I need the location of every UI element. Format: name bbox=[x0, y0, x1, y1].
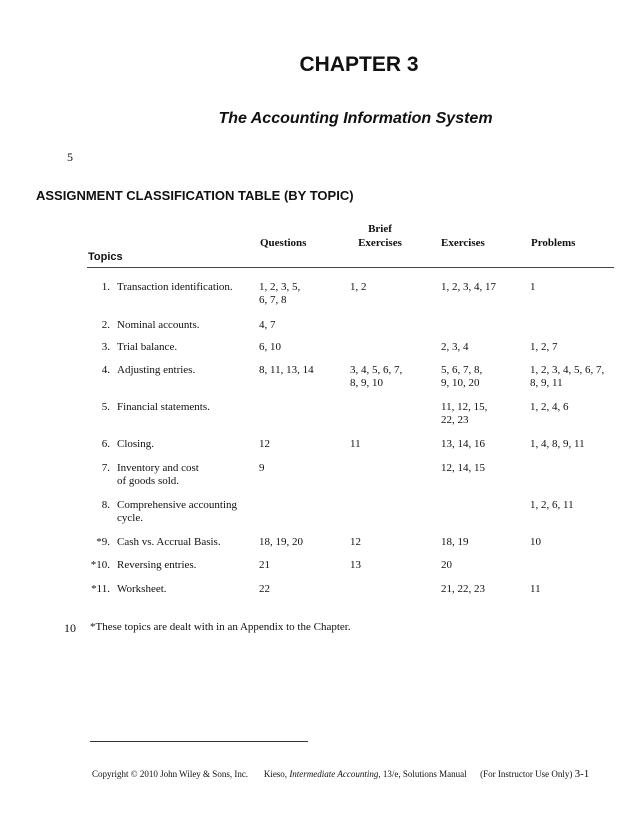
exercises-cell bbox=[441, 583, 526, 596]
topic-number: 2. bbox=[101, 319, 110, 331]
header-brief: Brief bbox=[368, 223, 392, 235]
questions-value: 12 bbox=[259, 438, 270, 450]
topic-number: 3. bbox=[101, 341, 110, 353]
questions-value: 4, 7 bbox=[259, 319, 276, 331]
exercises-value: 11, 12, 15, bbox=[441, 401, 488, 413]
questions-value: 1, 2, 3, 5, bbox=[259, 281, 301, 293]
topic-name bbox=[117, 462, 252, 488]
questions-value: 9 bbox=[259, 462, 265, 474]
problems-value: 1 bbox=[530, 281, 536, 293]
header-topics: Topics bbox=[88, 251, 123, 263]
page-number: 3-1 bbox=[574, 768, 590, 780]
problems-cell bbox=[530, 401, 625, 414]
exercises-value: 20 bbox=[441, 559, 452, 571]
questions-cell bbox=[259, 364, 344, 377]
problems-cell bbox=[530, 281, 625, 294]
problems-cell bbox=[530, 583, 625, 596]
topic-name-line: Worksheet. bbox=[117, 583, 167, 595]
exercises-value: 5, 6, 7, 8, bbox=[441, 364, 483, 376]
footer-rule bbox=[90, 741, 308, 742]
exercises-value: 13, 14, 16 bbox=[441, 438, 485, 450]
exercises-cell bbox=[441, 536, 526, 549]
exercises-value: 9, 10, 20 bbox=[441, 377, 480, 389]
topic-name-line: Nominal accounts. bbox=[117, 319, 200, 331]
problems-cell bbox=[530, 341, 625, 354]
topic-number: 4. bbox=[101, 364, 110, 376]
header-exercises: Exercises bbox=[441, 237, 485, 249]
topic-number: 7. bbox=[101, 462, 110, 474]
exercises-cell bbox=[441, 438, 526, 451]
exercises-cell bbox=[441, 462, 526, 475]
questions-cell bbox=[259, 319, 344, 332]
brief-exercises-cell bbox=[350, 438, 435, 451]
topic-name bbox=[117, 341, 252, 354]
questions-cell bbox=[259, 536, 344, 549]
questions-value: 6, 10 bbox=[259, 341, 281, 353]
topic-number: 5. bbox=[101, 401, 110, 413]
problems-cell bbox=[530, 536, 625, 549]
problems-cell bbox=[530, 499, 625, 512]
topic-number: *11. bbox=[91, 583, 110, 595]
topic-name bbox=[117, 499, 252, 525]
footnote: *These topics are dealt with in an Appendix to the Chapter. bbox=[90, 621, 351, 633]
questions-value: 8, 11, 13, 14 bbox=[259, 364, 314, 376]
topic-number: 6. bbox=[101, 438, 110, 450]
topic-name bbox=[117, 559, 252, 572]
exercises-cell bbox=[441, 559, 526, 572]
brief-exercises-value: 8, 9, 10 bbox=[350, 377, 383, 389]
line-number-top: 5 bbox=[67, 150, 73, 164]
problems-value: 1, 2, 4, 6 bbox=[530, 401, 569, 413]
footer-copyright: Copyright © 2010 John Wiley & Sons, Inc. bbox=[92, 769, 249, 779]
topic-name-line: Transaction identification. bbox=[117, 281, 233, 293]
header-brief-exercises: Exercises bbox=[358, 237, 402, 249]
questions-cell bbox=[259, 281, 344, 307]
questions-cell bbox=[259, 438, 344, 451]
problems-value: 1, 2, 6, 11 bbox=[530, 499, 574, 511]
problems-value: 1, 2, 3, 4, 5, 6, 7, bbox=[530, 364, 605, 376]
topic-number: 8. bbox=[101, 499, 110, 511]
topic-name-line: Adjusting entries. bbox=[117, 364, 196, 376]
problems-cell bbox=[530, 364, 625, 390]
exercises-cell bbox=[441, 281, 526, 294]
exercises-value: 12, 14, 15 bbox=[441, 462, 485, 474]
topic-name-line: Financial statements. bbox=[117, 401, 210, 413]
brief-exercises-value: 3, 4, 5, 6, 7, bbox=[350, 364, 403, 376]
topic-name-line: Trial balance. bbox=[117, 341, 178, 353]
brief-exercises-value: 12 bbox=[350, 536, 361, 548]
chapter-subtitle: The Accounting Information System bbox=[218, 110, 493, 127]
footer-book-prefix: Kieso, bbox=[263, 769, 290, 779]
header-questions: Questions bbox=[260, 237, 307, 249]
topic-name-line: Reversing entries. bbox=[117, 559, 197, 571]
topic-name-line: Inventory and cost bbox=[117, 462, 199, 474]
footer-usage: (For Instructor Use Only) bbox=[480, 769, 573, 779]
problems-value: 10 bbox=[530, 536, 541, 548]
topic-name bbox=[117, 364, 252, 377]
chapter-heading: CHAPTER 3 bbox=[299, 53, 419, 76]
topic-name-line: Comprehensive accounting bbox=[117, 499, 238, 511]
header-rule bbox=[87, 267, 614, 268]
exercises-value: 22, 23 bbox=[441, 414, 469, 426]
footer-book-title: Intermediate Accounting bbox=[289, 769, 379, 779]
topic-name-line: Closing. bbox=[117, 438, 154, 450]
exercises-cell bbox=[441, 364, 526, 390]
questions-cell bbox=[259, 583, 344, 596]
problems-value: 1, 4, 8, 9, 11 bbox=[530, 438, 585, 450]
exercises-cell bbox=[441, 341, 526, 354]
brief-exercises-value: 1, 2 bbox=[350, 281, 367, 293]
questions-value: 18, 19, 20 bbox=[259, 536, 303, 548]
topic-name bbox=[117, 536, 252, 549]
questions-cell bbox=[259, 341, 344, 354]
questions-value: 21 bbox=[259, 559, 270, 571]
brief-exercises-value: 13 bbox=[350, 559, 361, 571]
topic-name bbox=[117, 583, 252, 596]
page-footer bbox=[92, 768, 632, 780]
line-number-bottom: 10 bbox=[64, 621, 76, 635]
problems-cell bbox=[530, 438, 625, 451]
brief-exercises-cell bbox=[350, 559, 435, 572]
questions-value: 22 bbox=[259, 583, 270, 595]
header-problems: Problems bbox=[531, 237, 576, 249]
topic-name-line: cycle. bbox=[117, 512, 143, 524]
brief-exercises-cell bbox=[350, 364, 435, 390]
topic-name bbox=[117, 401, 252, 414]
exercises-value: 2, 3, 4 bbox=[441, 341, 469, 353]
topic-name bbox=[117, 438, 252, 451]
footer-book-suffix: , 13/e, Solutions Manual bbox=[378, 769, 467, 779]
brief-exercises-cell bbox=[350, 281, 435, 294]
topic-name-line: of goods sold. bbox=[117, 475, 180, 487]
topic-name bbox=[117, 281, 252, 294]
questions-cell bbox=[259, 462, 344, 475]
topic-name-line: Cash vs. Accrual Basis. bbox=[117, 536, 221, 548]
exercises-value: 18, 19 bbox=[441, 536, 469, 548]
brief-exercises-value: 11 bbox=[350, 438, 361, 450]
topic-number: *9. bbox=[96, 536, 110, 548]
topic-number: *10. bbox=[90, 559, 110, 571]
problems-value: 8, 9, 11 bbox=[530, 377, 563, 389]
exercises-cell bbox=[441, 401, 526, 427]
problems-value: 1, 2, 7 bbox=[530, 341, 558, 353]
topic-name bbox=[117, 319, 252, 332]
topic-number: 1. bbox=[101, 281, 110, 293]
questions-value: 6, 7, 8 bbox=[259, 294, 287, 306]
brief-exercises-cell bbox=[350, 536, 435, 549]
section-title: ASSIGNMENT CLASSIFICATION TABLE (BY TOPIC) bbox=[36, 188, 354, 203]
questions-cell bbox=[259, 559, 344, 572]
exercises-value: 1, 2, 3, 4, 17 bbox=[441, 281, 496, 293]
exercises-value: 21, 22, 23 bbox=[441, 583, 485, 595]
problems-value: 11 bbox=[530, 583, 541, 595]
